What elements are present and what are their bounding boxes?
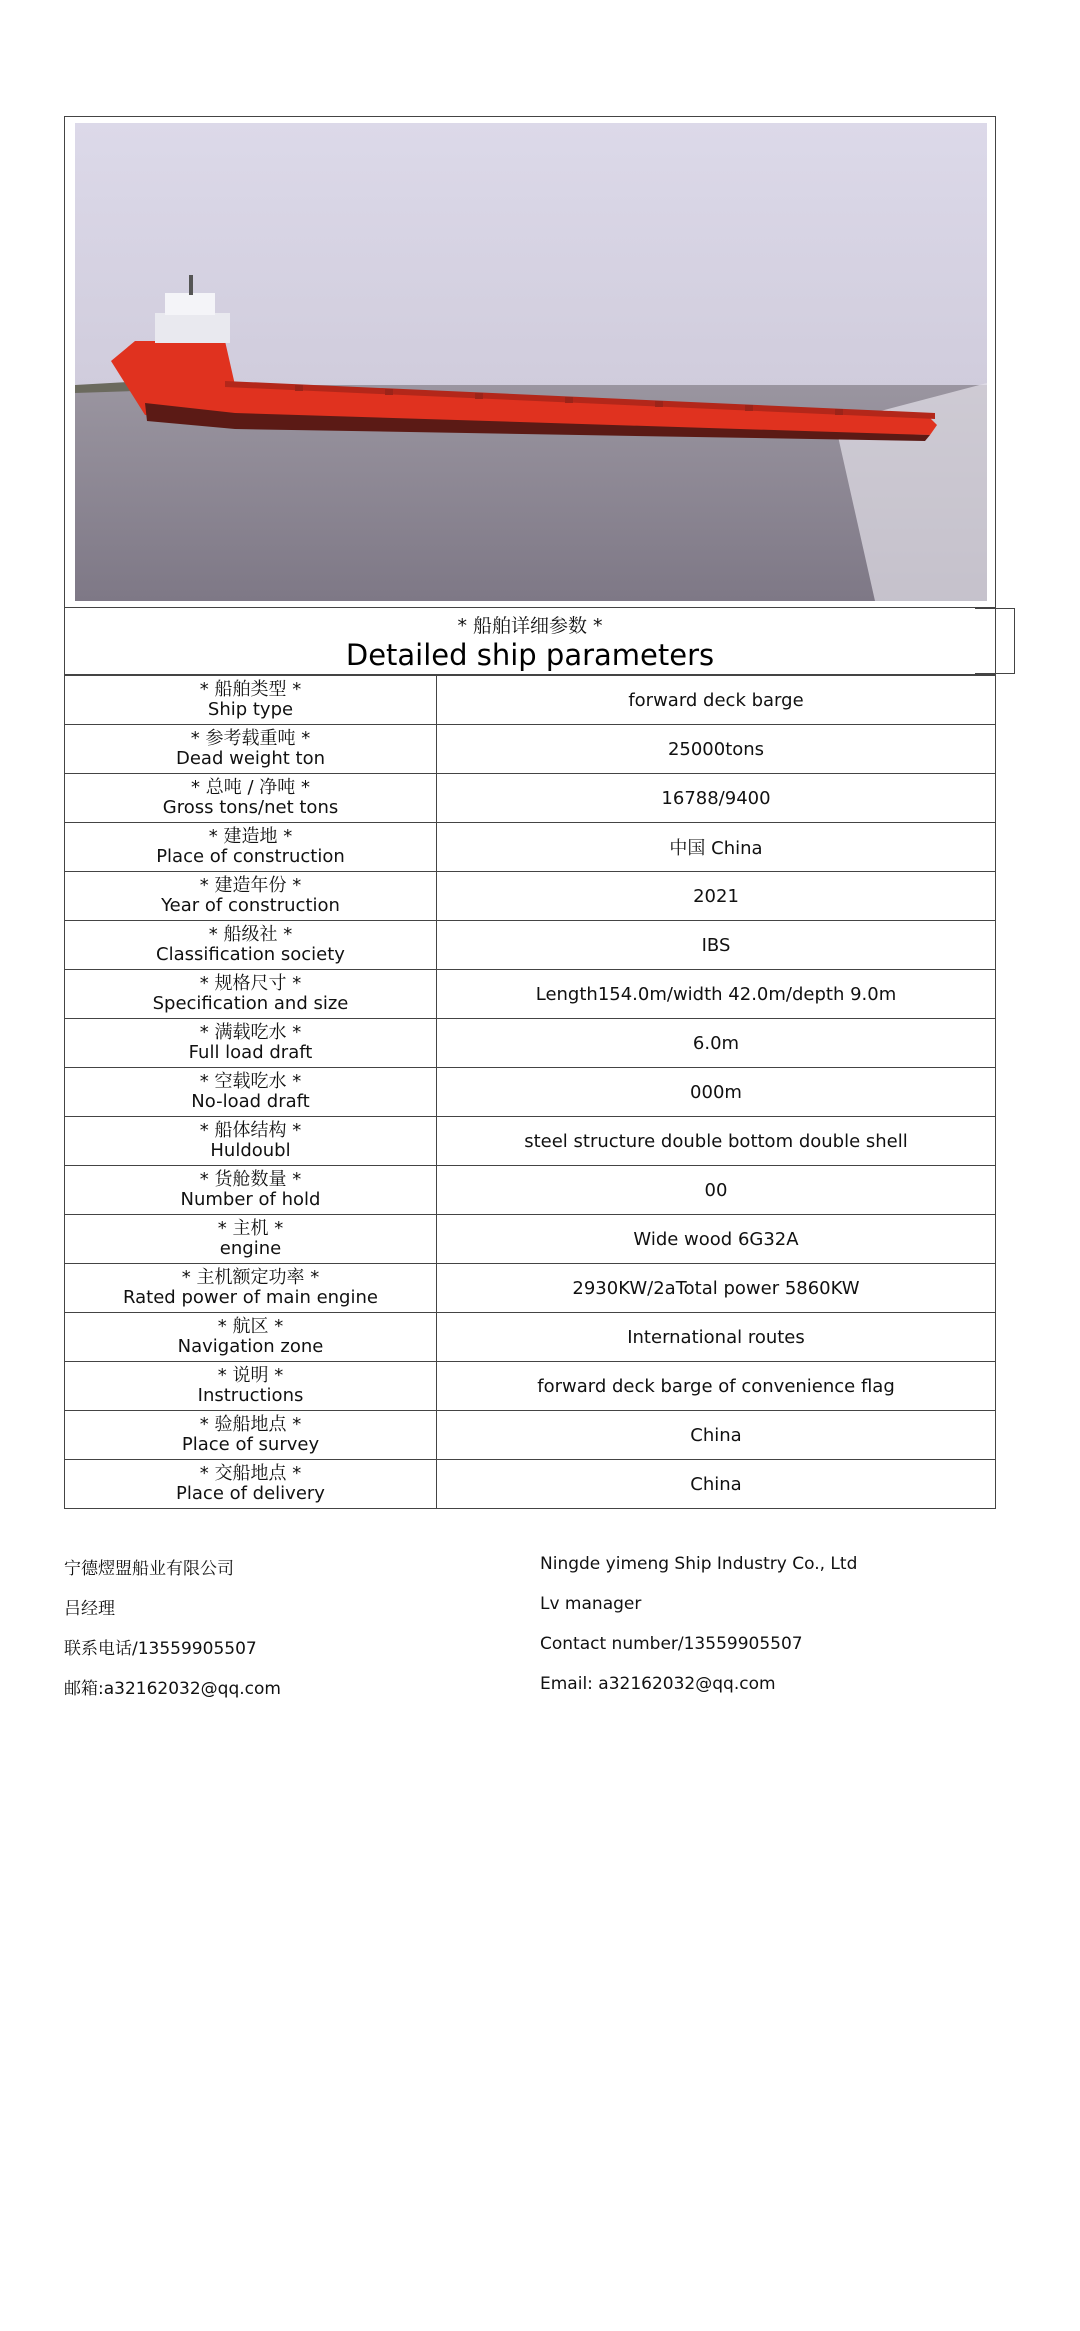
table-row — [65, 1313, 996, 1362]
parameters-table — [64, 675, 996, 1509]
row-label — [65, 1264, 437, 1313]
barge-bridge — [165, 293, 215, 315]
label-cn: * 空载吃水 * — [199, 1071, 302, 1092]
row-value: forward deck barge — [437, 676, 996, 725]
label-en: Number of hold — [180, 1189, 321, 1210]
label-cn: * 船级社 * — [208, 924, 293, 945]
label-cn: * 航区 * — [217, 1316, 284, 1337]
label-en: Huldoubl — [210, 1140, 291, 1161]
company-name-cn: 宁德熤盟船业有限公司 — [64, 1559, 234, 1579]
table-row — [65, 1117, 996, 1166]
row-value: Wide wood 6G32A — [437, 1215, 996, 1264]
label-en: Rated power of main engine — [123, 1287, 378, 1308]
label-cn: * 船体结构 * — [199, 1120, 302, 1141]
table-row — [65, 1215, 996, 1264]
table-row — [65, 1019, 996, 1068]
label-en: engine — [219, 1238, 282, 1259]
table-row — [65, 1362, 996, 1411]
label-cn: * 满载吃水 * — [199, 1022, 302, 1043]
row-value: forward deck barge of convenience flag — [437, 1362, 996, 1411]
label-en: Place of delivery — [176, 1483, 325, 1504]
row-value: Length154.0m/width 42.0m/depth 9.0m — [437, 970, 996, 1019]
label-en: Place of survey — [181, 1434, 320, 1455]
label-cn: * 总吨 / 净吨 * — [191, 777, 310, 798]
row-label — [65, 1313, 437, 1362]
parameters-title — [64, 608, 996, 675]
label-en: Instructions — [197, 1385, 304, 1406]
row-label — [65, 872, 437, 921]
contact-block — [64, 1554, 994, 1714]
table-row — [65, 774, 996, 823]
row-label — [65, 823, 437, 872]
table-row — [65, 1411, 996, 1460]
row-label — [65, 1166, 437, 1215]
label-en: Specification and size — [152, 993, 349, 1014]
row-label — [65, 1019, 437, 1068]
label-en: Dead weight ton — [175, 748, 325, 769]
manager-cn: 吕经理 — [64, 1599, 115, 1619]
label-cn: * 建造年份 * — [199, 875, 302, 896]
row-value: 00 — [437, 1166, 996, 1215]
label-en: Place of construction — [156, 846, 345, 867]
row-value: steel structure double bottom double shell — [437, 1117, 996, 1166]
table-row — [65, 1460, 996, 1509]
table-row — [65, 970, 996, 1019]
label-cn: * 主机 * — [217, 1218, 284, 1239]
row-value: 25000tons — [437, 725, 996, 774]
row-label — [65, 774, 437, 823]
ship-photo — [75, 123, 987, 601]
contact-email — [64, 1674, 994, 1714]
row-value: 6.0m — [437, 1019, 996, 1068]
email-cn: 邮箱:a32162032@qq.com — [64, 1679, 281, 1699]
barge-wheelhouse — [155, 313, 230, 343]
row-label — [65, 1362, 437, 1411]
label-en: Gross tons/net tons — [162, 797, 339, 818]
table-row — [65, 725, 996, 774]
row-label — [65, 1068, 437, 1117]
row-label — [65, 1411, 437, 1460]
phone-cn: 联系电话/13559905507 — [64, 1639, 257, 1659]
row-value: 000m — [437, 1068, 996, 1117]
label-en: Classification society — [156, 944, 345, 965]
ship-spec-sheet — [64, 116, 996, 1509]
row-value: IBS — [437, 921, 996, 970]
row-label — [65, 970, 437, 1019]
table-row — [65, 921, 996, 970]
label-cn: * 说明 * — [217, 1365, 284, 1386]
row-label — [65, 1117, 437, 1166]
email-en: Email: a32162032@qq.com — [540, 1674, 776, 1694]
label-cn: * 建造地 * — [208, 826, 293, 847]
label-cn: * 船舶类型 * — [199, 679, 302, 700]
table-row — [65, 872, 996, 921]
table-row — [65, 1068, 996, 1117]
table-row — [65, 676, 996, 725]
title-cn: * 船舶详细参数 * — [457, 615, 603, 637]
ship-photo-frame — [64, 116, 996, 608]
row-label — [65, 1460, 437, 1509]
contact-phone — [64, 1634, 994, 1674]
label-cn: * 交船地点 * — [199, 1463, 302, 1484]
contact-manager — [64, 1594, 994, 1634]
label-en: Year of construction — [161, 895, 340, 916]
row-label — [65, 921, 437, 970]
row-value: International routes — [437, 1313, 996, 1362]
manager-en: Lv manager — [540, 1594, 642, 1614]
label-en: Full load draft — [188, 1042, 313, 1063]
title-en: Detailed ship parameters — [345, 638, 715, 672]
phone-en: Contact number/13559905507 — [540, 1634, 803, 1654]
label-en: No-load draft — [191, 1091, 310, 1112]
row-value: 2930KW/2aTotal power 5860KW — [437, 1264, 996, 1313]
row-value: 2021 — [437, 872, 996, 921]
table-row — [65, 1264, 996, 1313]
label-en: Ship type — [207, 699, 294, 720]
row-value: China — [437, 1460, 996, 1509]
label-cn: * 规格尺寸 * — [199, 973, 302, 994]
row-value: 中国 China — [437, 823, 996, 872]
company-name-en: Ningde yimeng Ship Industry Co., Ltd — [540, 1554, 858, 1574]
label-cn: * 主机额定功率 * — [181, 1267, 320, 1288]
contact-company — [64, 1554, 994, 1594]
table-row — [65, 1166, 996, 1215]
row-label — [65, 725, 437, 774]
label-cn: * 货舱数量 * — [199, 1169, 302, 1190]
title-cell-overflow — [975, 608, 1015, 674]
label-cn: * 参考载重吨 * — [190, 728, 311, 749]
row-value: China — [437, 1411, 996, 1460]
row-value: 16788/9400 — [437, 774, 996, 823]
row-label — [65, 1215, 437, 1264]
table-row — [65, 823, 996, 872]
label-en: Navigation zone — [177, 1336, 324, 1357]
label-cn: * 验船地点 * — [199, 1414, 302, 1435]
row-label — [65, 676, 437, 725]
barge-mast — [189, 275, 193, 295]
